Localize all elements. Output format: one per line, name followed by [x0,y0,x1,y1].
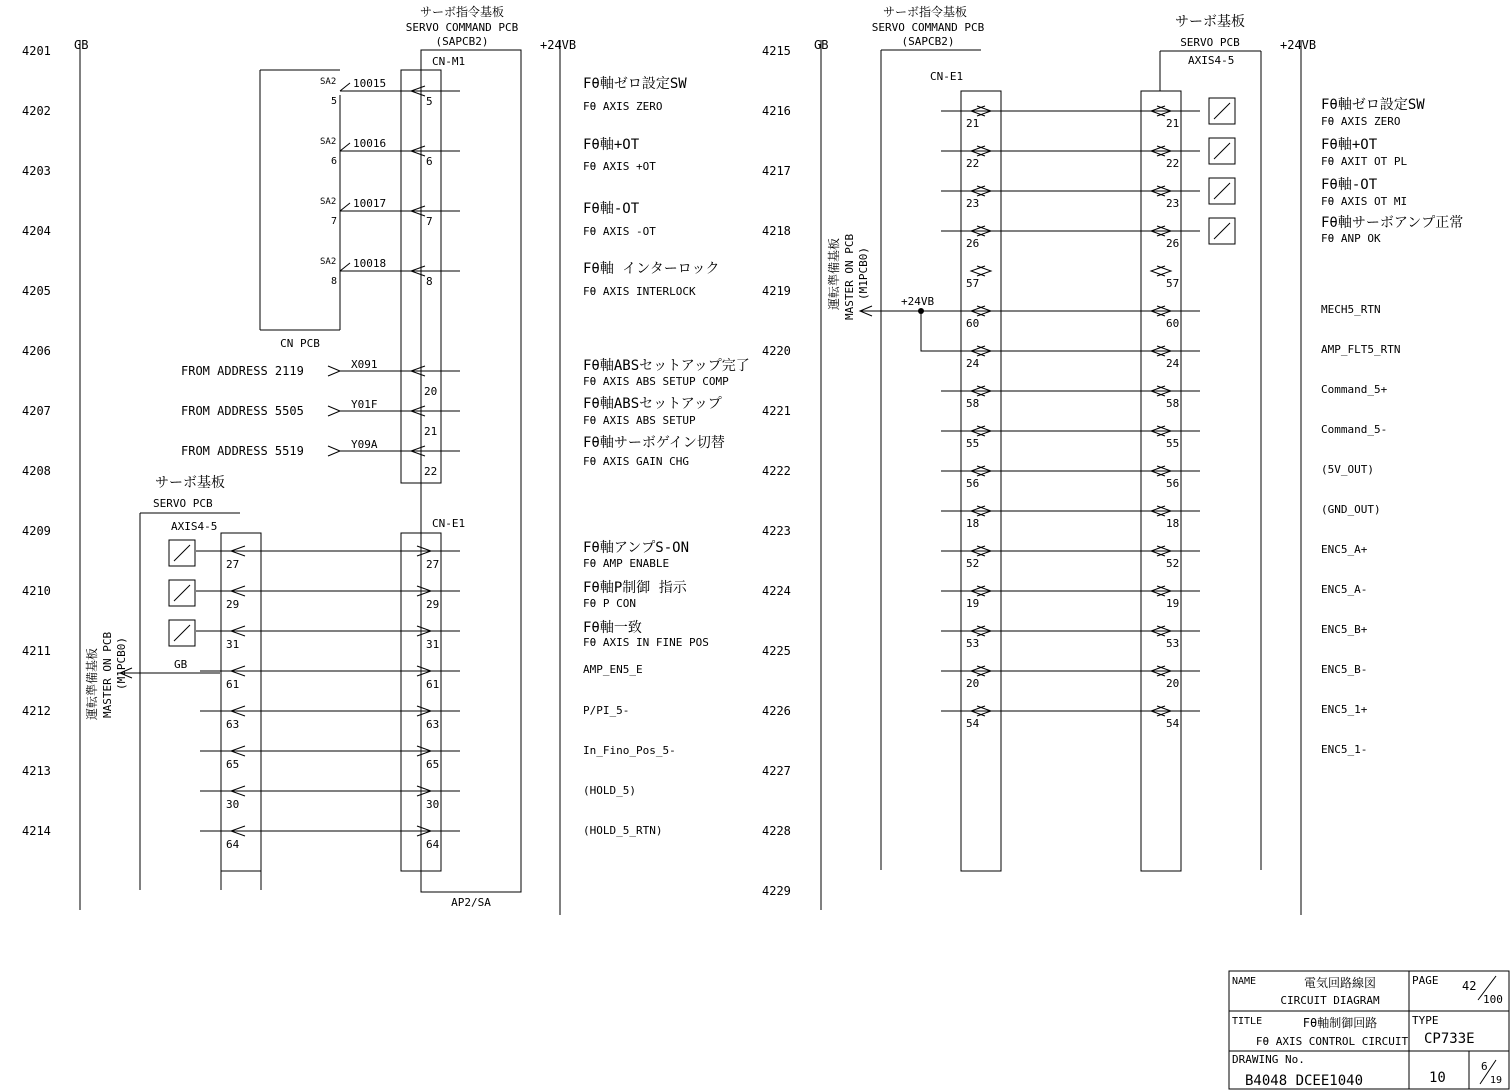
signal-jp: Fθ軸ゼロ設定SW [1321,97,1425,113]
pin-number: 26 [1166,237,1180,250]
pin-number: 21 [966,117,980,130]
axis-label: AXIS4-5 [1188,54,1235,67]
pin-number: 29 [426,598,440,611]
tb-page-num: 42 [1462,979,1477,993]
pin-number: 65 [226,758,240,771]
pin-number: 60 [966,317,980,330]
tb-drawing-label: DRAWING No. [1232,1053,1305,1066]
row-number: 4219 [762,284,791,298]
row-number: 4220 [762,344,791,358]
io-slash [1214,103,1230,119]
signal-jp: Fθ軸P制御 指示 [583,580,687,596]
pin-number: 24 [1166,357,1180,370]
signal-name: MECH5_RTN [1321,303,1381,316]
signal-en: Fθ AMP ENABLE [583,557,670,570]
pin-number: 55 [966,437,980,450]
signal-jp: Fθ軸-OT [1321,177,1378,193]
v24-inner-label: +24VB [901,295,935,308]
master-jp: 運転準備基板 [827,237,841,310]
pin-number: 63 [426,718,440,731]
row-number: 4218 [762,224,791,238]
tb-title-jp: Fθ軸制御回路 [1302,1016,1378,1030]
signal-jp: Fθ軸 インターロック [583,261,720,277]
row-number: 4201 [22,44,51,58]
tb-sheet-num: 6 [1481,1060,1488,1073]
signal-jp: Fθ軸一致 [583,620,642,636]
gb-label: GB [74,38,89,52]
pin-number: 26 [966,237,980,250]
signal-name: ENC5_A+ [1321,543,1368,556]
signal-jp: Fθ軸ゼロ設定SW [583,76,687,92]
pin-number: 55 [1166,437,1180,450]
pin-number: 58 [966,397,980,410]
pin-number: 24 [966,357,980,370]
from-address: FROM ADDRESS 5519 [181,444,304,458]
servo-cn-connector [221,533,261,871]
row-number: 4217 [762,164,791,178]
row-number: 4228 [762,824,791,838]
signal-name: P/PI_5- [583,704,630,717]
axis-label: AXIS4-5 [171,520,218,533]
signal-name: Command_5+ [1321,383,1388,396]
row-number: 4225 [762,644,791,658]
pin-number: 54 [966,717,980,730]
diagram-content [22,4,1509,1089]
signal-jp: Fθ軸+OT [1321,137,1378,153]
pin-number: 20 [424,385,438,398]
pin-number: 29 [226,598,240,611]
master-code: (M1PCB0) [115,637,128,690]
row-number: 4222 [762,464,791,478]
cn-pcb-label: CN PCB [280,337,320,350]
signal-name: (HOLD_5) [583,784,636,797]
io-slash [174,545,190,561]
signal-en: Fθ AXIS ZERO [583,100,663,113]
pin-number: 56 [966,477,980,490]
row-number: 4212 [22,704,51,718]
signal-en: Fθ AXIS +OT [583,160,656,173]
signal-name: ENC5_B+ [1321,623,1368,636]
wire-number: Y01F [351,398,378,411]
pin-number: 52 [1166,557,1180,570]
io-slash [1214,223,1230,239]
pin-number: 27 [226,558,240,571]
row-number: 4227 [762,764,791,778]
row-number: 4207 [22,404,51,418]
row-number: 4204 [22,224,51,238]
tb-type-value: CP733E [1424,1031,1475,1047]
pin-number: 31 [226,638,240,651]
tb-page-den: 100 [1483,993,1503,1006]
pin-number: 56 [1166,477,1180,490]
sa2-label: SA2 [320,77,337,87]
pin-number: 53 [1166,637,1180,650]
io-slash [174,585,190,601]
master-code: (M1PCB0) [857,247,870,300]
wire-number: 10015 [353,77,387,90]
switch-mark [340,263,350,271]
row-number: 4203 [22,164,51,178]
pin-number: 31 [426,638,440,651]
signal-en: Fθ AXIS INTERLOCK [583,285,696,298]
row-number: 4229 [762,884,791,898]
from-address: FROM ADDRESS 5505 [181,404,304,418]
pin-number: 20 [1166,677,1180,690]
from-arrow [328,446,340,456]
sa2-label: SA2 [320,257,337,267]
signal-jp: Fθ軸サーボアンプ正常 [1321,215,1464,231]
ap2sa-label: AP2/SA [451,896,491,909]
wire-number: 10018 [353,257,387,270]
signal-name: In_Fino_Pos_5- [583,744,676,757]
pcb-title-jp: サーボ指令基板 [882,5,968,19]
gb-label: GB [814,38,829,52]
tb-rev: 10 [1429,1070,1446,1086]
pin-number: 22 [966,157,980,170]
master-en: MASTER ON PCB [101,631,114,718]
tb-title-en: Fθ AXIS CONTROL CIRCUIT [1255,1035,1409,1048]
row-number: 4216 [762,104,791,118]
signal-en: Fθ AXIS OT MI [1321,195,1408,208]
master-jp: 運転準備基板 [85,647,99,720]
from-arrow [328,406,340,416]
pin-number: 52 [966,557,980,570]
io-slash [174,625,190,641]
from-address: FROM ADDRESS 2119 [181,364,304,378]
pcb-title-code: (SAPCB2) [901,35,955,48]
pin-number: 5 [426,95,433,108]
connector-mark [1151,266,1165,276]
cn-e1-label: CN-E1 [930,70,964,83]
signal-en: Fθ AXIS IN FINE POS [583,636,709,649]
pin-number: 22 [424,465,438,478]
cn-e1-label: CN-E1 [432,517,466,530]
tb-drawing-value: B4048 DCEE1040 [1245,1073,1364,1089]
sw-pin: 6 [331,156,338,167]
connector-mark [977,266,991,276]
sw-pin: 8 [331,276,338,287]
row-number: 4223 [762,524,791,538]
connector-mark [1157,266,1171,276]
pin-number: 54 [1166,717,1180,730]
pin-number: 30 [426,798,440,811]
pin-number: 23 [966,197,980,210]
io-slash [1214,183,1230,199]
wire-number: Y09A [351,438,378,451]
pin-number: 64 [226,838,240,851]
pin-number: 21 [1166,117,1180,130]
connector-mark [971,266,985,276]
pin-number: 57 [1166,277,1180,290]
pin-number: 64 [426,838,440,851]
pin-number: 58 [1166,397,1180,410]
pin-number: 8 [426,275,433,288]
tb-name-label: NAME [1232,976,1257,987]
signal-jp: Fθ軸ABSセットアップ完了 [583,358,750,374]
pcb-title-en: SERVO COMMAND PCB [405,21,519,34]
signal-jp: Fθ軸アンプS-ON [583,540,690,556]
row-number: 4202 [22,104,51,118]
pcb-title-code: (SAPCB2) [435,35,489,48]
signal-jp: Fθ軸-OT [583,201,640,217]
servo-pcb-en: SERVO PCB [1180,36,1240,49]
wire-number: 10017 [353,197,387,210]
pin-number: 22 [1166,157,1180,170]
row-number: 4226 [762,704,791,718]
sw-pin: 5 [331,96,338,107]
signal-jp: Fθ軸+OT [583,137,640,153]
row-number: 4221 [762,404,791,418]
row-number: 4205 [22,284,51,298]
signal-name: AMP_FLT5_RTN [1321,343,1401,356]
io-slash [1214,143,1230,159]
servo-pcb-jp: サーボ基板 [155,475,225,491]
pin-number: 30 [226,798,240,811]
pin-number: 63 [226,718,240,731]
signal-name: (5V_OUT) [1321,463,1374,476]
pin-number: 61 [226,678,240,691]
signal-en: Fθ AXIS -OT [583,225,656,238]
wire-number: X091 [351,358,378,371]
signal-en: Fθ P CON [583,597,636,610]
signal-name: ENC5_1+ [1321,703,1368,716]
pin-number: 27 [426,558,440,571]
tb-name-en: CIRCUIT DIAGRAM [1280,994,1380,1007]
signal-en: Fθ AXIT OT PL [1321,155,1408,168]
signal-name: ENC5_A- [1321,583,1368,596]
row-number: 4224 [762,584,791,598]
pin-number: 65 [426,758,440,771]
sa2-label: SA2 [320,137,337,147]
signal-en: Fθ AXIS ABS SETUP [583,414,696,427]
pin-number: 60 [1166,317,1180,330]
servo-pcb-jp: サーボ基板 [1175,14,1245,30]
tb-name-jp: 電気回路線図 [1303,976,1377,990]
signal-en: Fθ ANP OK [1321,232,1381,245]
signal-name: Command_5- [1321,423,1388,436]
from-arrow [328,366,340,376]
gb-label-2: GB [174,658,188,671]
pin-number: 53 [966,637,980,650]
signal-name: AMP_EN5_E [583,663,643,676]
tb-title-label: TITLE [1232,1016,1263,1027]
pin-number: 18 [1166,517,1180,530]
row-number: 4211 [22,644,51,658]
pin-number: 18 [966,517,980,530]
pin-number: 23 [1166,197,1180,210]
signal-name: (GND_OUT) [1321,503,1381,516]
pin-number: 61 [426,678,440,691]
pin-number: 7 [426,215,433,228]
signal-name: ENC5_B- [1321,663,1368,676]
pin-number: 19 [966,597,980,610]
row-number: 4206 [22,344,51,358]
pcb-title-jp: サーボ指令基板 [419,5,505,19]
v24-branch [921,311,1200,351]
row-number: 4210 [22,584,51,598]
master-en: MASTER ON PCB [843,233,856,320]
pin-number: 21 [424,425,438,438]
pin-number: 19 [1166,597,1180,610]
v24-label: +24VB [1280,38,1317,52]
v24-label: +24VB [540,38,577,52]
tb-type-label: TYPE [1412,1014,1439,1027]
pin-number: 6 [426,155,433,168]
pin-number: 20 [966,677,980,690]
signal-jp: Fθ軸ABSセットアップ [583,396,722,412]
tb-page-label: PAGE [1412,974,1439,987]
cn-m1-label: CN-M1 [432,55,466,68]
tb-sheet-den: 19 [1490,1075,1503,1086]
signal-name: (HOLD_5_RTN) [583,824,663,837]
row-number: 4208 [22,464,51,478]
signal-name: ENC5_1- [1321,743,1368,756]
servo-pcb-en: SERVO PCB [153,497,213,510]
switch-mark [340,203,350,211]
pin-number: 57 [966,277,980,290]
switch-mark [340,83,350,91]
sa2-label: SA2 [320,197,337,207]
signal-en: Fθ AXIS ZERO [1321,115,1401,128]
sw-pin: 7 [331,216,338,227]
signal-en: Fθ AXIS GAIN CHG [583,455,689,468]
pcb-title-en: SERVO COMMAND PCB [871,21,985,34]
wire-number: 10016 [353,137,387,150]
row-number: 4215 [762,44,791,58]
row-number: 4213 [22,764,51,778]
row-number: 4214 [22,824,51,838]
switch-mark [340,143,350,151]
signal-jp: Fθ軸サーボゲイン切替 [583,435,725,451]
signal-en: Fθ AXIS ABS SETUP COMP [583,375,729,388]
row-number: 4209 [22,524,51,538]
